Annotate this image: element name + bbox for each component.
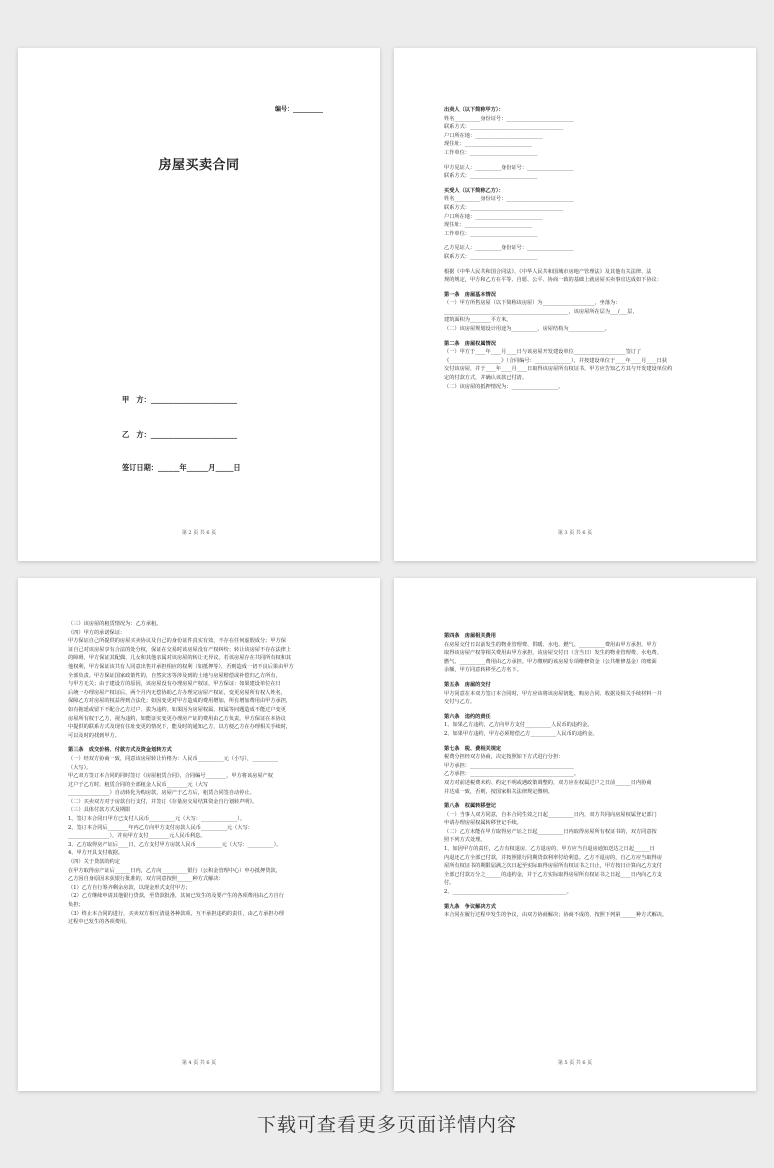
page-body [444, 632, 706, 920]
body-line: （二）买卖双方对于房款自行支付，并签订《存量房交易结算资金自行划转声明》。 [68, 798, 258, 805]
body-line: 并达成一致，否则，按国家相关法律规定缴纳。 [444, 788, 553, 795]
body-line: 1、如果乙方违约，乙方向甲方支付__________人民币的违约金。 [444, 722, 593, 729]
contract-page-2 [18, 48, 380, 561]
body-line: 双方对前述税费未约、约定不明或遇政策调整的，双方应在权属过户之日前______日内协商 [444, 779, 652, 786]
body-line: 2、____________________________________________。 [444, 889, 572, 896]
body-line: 全部负责。甲方保证国家政策性的，自然灾害等涉及到的土地与房屋赔偿或补偿归乙方所有， [68, 672, 281, 679]
body-line: 姓名__________身份证号：__________________________ [444, 196, 574, 203]
body-line: 户口所在地：__________________________ [444, 132, 543, 139]
page-body [68, 620, 330, 927]
body-line: （二）该房屋规划设计用途为__________，房屋结构为______________。 [444, 326, 611, 333]
body-line: （一）经双方协商一致，同意该房屋转让价格为：人民币__________元（小写），__________ [68, 755, 279, 762]
body-line: 定的付款方式，并确认该款已付清。 [444, 375, 528, 382]
body-line: 房屋所有权于乙方，视为违约，如能证实变更办理房产证的费用由乙方负责。甲方保证在本协议 [68, 715, 286, 722]
page-footer: 第 5 页 共 6 页 [557, 1060, 593, 1066]
body-line: 付。 [444, 880, 455, 887]
body-line: 2、如果甲方违约，甲方必须赔偿乙方__________人民币的违约金。 [444, 730, 598, 737]
body-line: 交付与乙方。 [444, 699, 476, 706]
body-line: （一）甲方于____年____月____日与该房屋开发建设单位____________________签订了 [444, 349, 642, 356]
body-line: （三）该房屋的租赁情况为：乙方承租。 [68, 621, 162, 627]
body-line: （二）该房屋的抵押情况为：__________________。 [444, 383, 564, 390]
page-body [444, 106, 706, 391]
page-footer: 第 3 页 共 6 页 [557, 530, 593, 536]
contract-title: 房屋买卖合同 [158, 158, 240, 173]
body-line: 他权利，甲方保证该共有人同意出售并承担相应的权利（如抵押等），否则造成一切不良后果由甲方 [68, 663, 294, 670]
body-line: 甲方同意在本双方签订本合同时，甲方应该将该房屋钥匙、购房合同、收据及相关手续材料一并 [444, 690, 662, 697]
body-line: 姓名__________身份证号：__________________________ [444, 115, 574, 122]
body-line: （1）乙方自行筹齐剩余房款，以现金形式支付甲方； [68, 884, 191, 891]
body-line: 现住址：__________________________ [444, 141, 533, 148]
body-line: 后统一办理房屋产权证后，两个月内无偿协助乙方办理完房屋产权证，变更房屋所有权人姓名， [68, 689, 286, 696]
section-heading: 第三条 成交价格、付款方式及资金划转方式 [68, 747, 172, 754]
body-line: 户口所在地：__________________________ [444, 213, 543, 220]
section-heading: 第一条 房屋基本情况 [444, 291, 496, 298]
body-line: （一）当事人双方同意，自本合同生效之日起__________日内，双方共同向房屋权属登记部门 [444, 811, 657, 818]
body-line: （3）终止本合同的进行，买卖双方相互清退各种款项，互不承担违约的责任，由乙方承担办理 [68, 910, 284, 917]
body-line: 联系方式：__________________________ [444, 173, 538, 180]
body-line: 燃气、__________费用由乙方承担。甲方缴纳的该房屋专项维修资金（公共维修基金）的账面 [444, 658, 657, 665]
body-line: 甲方保证自己所提供的房屋买卖协议及自己的身份证件真实有效，不存在任何虚假成分；甲方保 [68, 638, 286, 645]
contract-number-label: 编号：__________ [274, 106, 323, 113]
body-line: 照下列方式处理。 [444, 837, 486, 844]
body-line: 过程中已发生的各项费用。 [68, 919, 131, 926]
body-line: 1、如因甲方的责任，乙方有权退房，乙方退房的，甲方应当自退房通知送达之日起______日 [444, 846, 655, 853]
body-line: 税费分担经双方协商，决定按照如下方式进行分担： [444, 754, 564, 761]
body-line: 交付该房屋，并于____年____月____日取得该房屋所有权证书，甲方应告知乙方其与开发建设单位约 [444, 366, 673, 373]
section-heading: 第二条 房屋权属情况 [444, 340, 496, 347]
body-line: 如有拖延或留下不配合乙方过户、拔为违约。如果因为房屋权属、权属等问题造成不能过户变更 [68, 706, 286, 713]
download-caption: 下载可查看更多页面详情内容 [256, 1114, 517, 1136]
section-heading: 出卖人（以下简称甲方）： [444, 107, 504, 113]
contract-page-4 [18, 578, 380, 1091]
page-footer: 第 2 页 共 6 页 [181, 530, 217, 536]
body-line: 《____________________》（合同编号：______________），并按建设单位于____年____月____日获 [444, 357, 668, 364]
body-line: （2）乙方继续申请其他银行贷款，至贷款批准，其间已发生的及要产生的各项费用由乙方自行 [68, 893, 284, 900]
body-line: ________________________________________________，该房屋所在层为___/___层， [444, 308, 638, 315]
body-line: 内退还乙方全部已付款，并按照银行同期贷款利率付给利息。乙方不退房的，自乙方应当取得房 [444, 854, 662, 861]
party-b-line: 乙 方：________________________ [122, 430, 238, 439]
body-line: （三）具体付款方式及期限 [68, 807, 131, 814]
body-line: 中提供的联系方式及现有住址变更的情况下，能及时的通知乙方，以方便乙方在办理相关手续时， [68, 724, 292, 731]
contract-page-5 [394, 578, 756, 1091]
sign-date-line: 签订日期：______年______月_____日 [122, 463, 241, 472]
body-line: 2、签订本合同后________年内乙方向甲方支付房款人民币__________元（大写： [68, 824, 253, 831]
body-line: 过户于乙方时，租赁合同的全部租金人民币________元（大写 [68, 781, 209, 788]
body-line: 工作单位：__________________________ [444, 149, 538, 156]
body-line: 申请办理房屋权属转移登记手续。 [444, 820, 522, 827]
body-line: ________________）自动转化为购房款，房屋产于乙方后，租赁合同签自动停止。 [68, 790, 255, 797]
section-heading: 买受人（以下简称乙方）： [444, 187, 504, 194]
body-line: 根据《中华人民共和国合同法》、《中华人民共和国城市房地产管理法》及其他有关法律、法 [444, 268, 652, 275]
section-heading: 第九条 争议解决方式 [444, 903, 496, 910]
body-line: 证自己对该房屋享有合法的处分权，保证在交易时该房屋没有产权纠纷；转让该房屋不存在法律上 [68, 646, 292, 653]
party-a-line: 甲 方：________________________ [122, 395, 238, 404]
body-line: 本合同在履行过程中发生的争议，由双方协商解决；协商不成的，按照下列第______种方式解决。 [444, 912, 668, 919]
section-heading: 第八条 权属转移登记 [444, 803, 496, 810]
body-line: 4、甲方开具支付收据。 [68, 850, 124, 857]
body-line: 保障乙方对房屋的权益得到合法化；如因变更对甲方造成的费用增加，所有增加费用由甲方承担， [68, 698, 292, 705]
body-line: （一）甲方所售房屋（以下简称该房屋）为____________________，坐落为： [444, 300, 621, 307]
body-line: 余额，甲方同意转移至乙方名下。 [444, 667, 522, 674]
body-line: 在甲方取得房产证后______日内，乙方向__________银行（公积金管理中心）申办抵押贷款， [68, 867, 281, 874]
body-line: 甲乙双方签订本合同的同时签订《房屋租赁合同》，合同编号________，甲方将该房屋产权 [68, 773, 273, 780]
body-line: 乙方见证人：__________身份证号：__________________ [444, 245, 574, 252]
body-line: 建筑面积为________平方米。 [444, 317, 512, 324]
section-heading: 第七条 税、费相关规定 [444, 745, 502, 752]
body-line: 联系方式：____________________________________ [444, 204, 564, 211]
body-line: 3、乙方取得房产证后____日，乙方支付甲方房款人民币__________元（大写：__________）。 [68, 841, 282, 848]
body-line: 工作单位：__________________________ [444, 230, 538, 237]
body-line: 甲方承担：________________________________________ [444, 762, 574, 769]
section-heading: 第六条 违约的责任 [444, 713, 491, 720]
body-line: 乙方因自身原因未获银行批准的，双方同意按照______种方式解决： [68, 876, 224, 883]
section-heading: 第四条 房屋相关费用 [444, 633, 496, 639]
body-line: 的障碍，甲方保证其配偶、儿女和其他亲属对该房屋的转让无异议。若该房屋存在共同所有权和其 [68, 655, 292, 662]
body-line: （四）关于贷款的约定 [68, 859, 120, 866]
body-line: 与甲方无关；由于建设方的原因，该房屋没有办理房屋产权证，甲方保证：如果建设单位在日 [68, 681, 281, 688]
body-line: 屋所有权证书的期限届满之次日起至实际取得房屋所有权证书之日止，甲方按日计算向乙方支付 [444, 863, 662, 870]
body-line: （二）乙方未能在甲方取得房产证之日起__________日内取得房屋所有权证书的，双方同意按 [444, 828, 657, 835]
page-footer: 第 4 页 共 6 页 [181, 1060, 217, 1066]
body-line: ________________），并向甲方支付________元人民币利息。 [68, 833, 206, 840]
body-line: 联系方式：____________________________________ [444, 124, 564, 131]
body-line: 取得该房屋产权等相关费用由甲方承担，该房屋交付日（含当日）发生的物业管理费、水电费、 [444, 650, 662, 657]
body-line: 可以及时的找到甲方。 [68, 732, 120, 739]
body-line: 现住址：__________________________ [444, 222, 533, 229]
body-line: 联系方式：__________________________ [444, 253, 538, 260]
body-line: （四）甲方的承诺保证： [68, 629, 126, 636]
contract-page-3 [394, 48, 756, 561]
body-line: 乙方承担：________________________________________。 [444, 771, 579, 778]
body-line: （大写）。 [68, 764, 92, 771]
body-line: 规的规定，甲方和乙方在平等、自愿、公平、协商一致的基础上就房屋买卖事宜达成如下协议： [444, 277, 662, 284]
body-line: 在房屋交付日以前发生的物业管理费、供暖、水电、燃气、__________费用由甲方承担，甲方 [444, 641, 657, 648]
body-line: 负担； [68, 902, 84, 908]
section-heading: 第五条 房屋的交付 [444, 681, 491, 688]
body-line: 全部已付款万分之______的违约金，并于乙方实际取得房屋所有权证书之日起____日内向乙方支 [444, 871, 662, 878]
body-line: 1、签订本合同日甲方已支付人民币__________元（大写：______________）。 [68, 816, 246, 823]
body-line: 甲方见证人：__________身份证号：__________________ [444, 164, 574, 171]
